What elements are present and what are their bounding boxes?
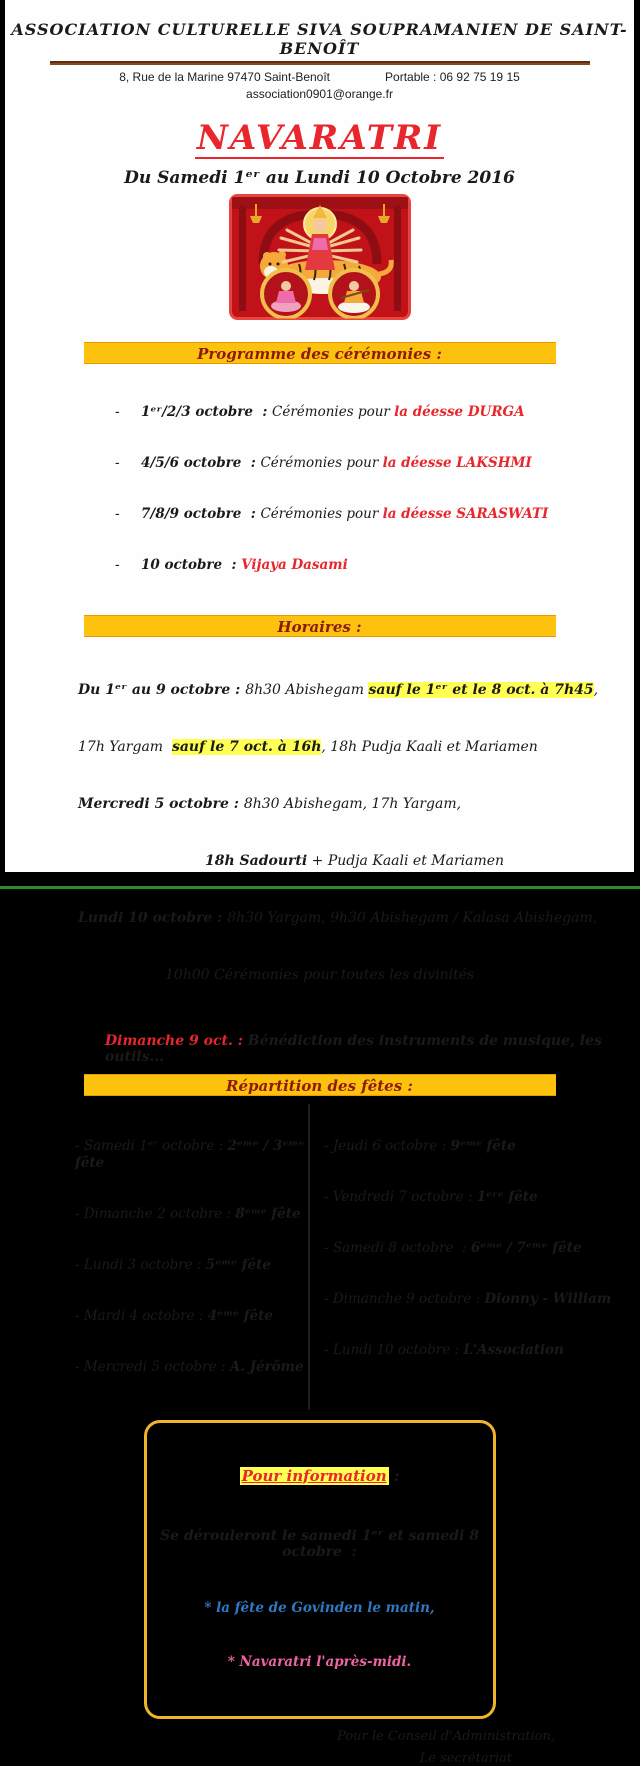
fete-value: L'Association: [463, 1341, 564, 1358]
fete-date: - Vendredi 7 octobre :: [324, 1188, 477, 1205]
programme-list: [5, 370, 634, 608]
fetes-column-left: [5, 1104, 310, 1410]
fete-value: Dionny - William: [484, 1290, 612, 1307]
schedule-day: Du 1ᵉʳ au 9 octobre :: [78, 681, 246, 698]
fete-value: 5ᵉᵐᵉ fête: [205, 1256, 271, 1273]
saraswati-medallion: [330, 270, 378, 318]
horaires-banner: Horaires :: [84, 615, 556, 637]
fete-date: - Samedi 1ᵉʳ octobre :: [75, 1137, 228, 1154]
schedule-text: 8h30 Abishegam: [245, 681, 369, 698]
footer-signature: Pour le Conseil d'Administration,: [337, 1728, 555, 1744]
page-title: [5, 118, 634, 159]
schedule-text: 8h30 Abishegam, 17h Yargam,: [243, 795, 462, 812]
fete-item: [324, 1291, 611, 1308]
info-line-navaratri: * Navaratri l'après-midi.: [227, 1653, 412, 1670]
item-colon: :: [222, 556, 242, 573]
benediction-note: [5, 1033, 634, 1065]
schedule-text: 8h30 Yargam, 9h30 Abishegam / Kalasa Abishegam,: [227, 909, 598, 926]
info-line-govinden: * la fête de Govinden le matin,: [204, 1599, 435, 1616]
fete-date: - Samedi 8 octobre :: [324, 1239, 471, 1256]
item-colon: :: [252, 403, 273, 420]
fete-item: [324, 1138, 611, 1155]
info-title-colon: :: [388, 1466, 400, 1485]
fete-date: - Dimanche 2 octobre :: [75, 1205, 236, 1222]
fete-value: 8ᵉᵐᵉ fête: [235, 1205, 301, 1222]
horaires-line: [78, 909, 634, 928]
info-line-dates: Se dérouleront le samedi 1ᵉʳ et samedi 8 octobre :: [160, 1527, 484, 1560]
horaires-block: [5, 643, 634, 1023]
fete-value: 9ᵉᵐᵉ fête: [450, 1137, 516, 1154]
fetes-columns: [5, 1104, 634, 1410]
item-text: Cérémonies pour: [272, 403, 395, 420]
fete-value: 2ᵉᵐᵉ / 3ᵉᵐᵉ fête: [75, 1137, 309, 1171]
programme-item: [115, 557, 634, 574]
programme-banner: Programme des cérémonies :: [84, 342, 556, 364]
item-colon: :: [241, 505, 261, 522]
deity-image: [229, 194, 411, 320]
item-deity: la déesse SARASWATI: [382, 505, 549, 522]
email-text: association0901@orange.fr: [246, 87, 393, 101]
info-title: [153, 1467, 487, 1485]
item-colon: :: [241, 454, 261, 471]
fete-item: [324, 1342, 611, 1359]
item-date: 10 octobre: [141, 556, 223, 573]
item-date: 4/5/6 octobre: [141, 454, 242, 471]
item-deity: la déesse LAKSHMI: [382, 454, 532, 471]
fete-date: - Mardi 4 octobre :: [75, 1307, 208, 1324]
fete-item: [75, 1257, 308, 1274]
fete-date: - Mercredi 5 octobre :: [75, 1358, 230, 1375]
bullet-dash: -: [115, 403, 120, 420]
info-box: [144, 1420, 496, 1719]
schedule-highlight: sauf le 1ᵉʳ et le 8 oct. à 7h45: [368, 681, 594, 698]
fete-date: - Lundi 3 octobre :: [75, 1256, 206, 1273]
horaires-line: [78, 738, 634, 757]
schedule-text: 17h Yargam: [78, 738, 172, 755]
schedule-day: Lundi 10 octobre :: [78, 909, 228, 926]
fete-item: [324, 1189, 611, 1206]
lakshmi-medallion: [262, 270, 310, 318]
fete-value: 6ᵉᵐᵉ / 7ᵉᵐᵉ fête: [470, 1239, 582, 1256]
fete-item: [324, 1240, 611, 1257]
fete-date: - Dimanche 9 octobre :: [324, 1290, 485, 1307]
address-text: 8, Rue de la Marine 97470 Saint-Benoît: [119, 70, 331, 84]
bullet-dash: -: [115, 454, 120, 471]
fete-date: - Lundi 10 octobre :: [324, 1341, 464, 1358]
horaires-line: [78, 852, 634, 871]
fete-value: 1ᵉʳᵉ fête: [476, 1188, 538, 1205]
item-date: 1ᵉʳ/2/3 octobre: [141, 403, 253, 420]
footer-secretariat: Le secrétariat: [419, 1750, 512, 1766]
phone-text: Portable : 06 92 75 19 15: [385, 70, 520, 84]
schedule-highlight: sauf le 7 oct. à 16h: [171, 738, 322, 755]
date-range-subtitle: Du Samedi 1ᵉʳ au Lundi 10 Octobre 2016: [124, 167, 515, 188]
bottom-green-strip: [0, 886, 640, 889]
schedule-text: ,: [593, 681, 599, 698]
fete-date: - Jeudi 6 octobre :: [324, 1137, 451, 1154]
item-deity: Vijaya Dasami: [241, 556, 348, 573]
horaires-line: [78, 681, 634, 700]
schedule-text: 10h00 Cérémonies pour toutes les divinités: [165, 966, 475, 983]
horaires-line: [78, 795, 634, 814]
horaires-line: [78, 966, 634, 985]
deity-image-wrap: [5, 194, 634, 324]
fete-item: [75, 1308, 308, 1325]
schedule-day: Mercredi 5 octobre :: [78, 795, 244, 812]
info-title-text: Pour information: [241, 1466, 387, 1485]
note-text: Bénédiction des instruments de musique, les outils...: [105, 1032, 607, 1065]
item-text: Cérémonies pour: [260, 505, 383, 522]
fete-item: [75, 1206, 308, 1223]
page-title-text: NAVARATRI: [196, 118, 443, 158]
org-name: ASSOCIATION CULTURELLE SIVA SOUPRAMANIEN DE SAINT-BENOÎT: [11, 20, 628, 58]
repartition-banner: Répartition des fêtes :: [84, 1074, 556, 1096]
fete-item: [75, 1359, 308, 1376]
schedule-text: , 18h Pudja Kaali et Mariamen: [321, 738, 538, 755]
bullet-dash: -: [115, 505, 120, 522]
flyer-page: [5, 0, 634, 1766]
contact-row: [5, 70, 634, 84]
header-double-rule: [50, 61, 590, 65]
fete-value: 4ᵉᵐᵉ fête: [207, 1307, 273, 1324]
programme-item: [115, 455, 634, 472]
fete-value: A. Jérôme: [229, 1358, 304, 1375]
schedule-text: + Pudja Kaali et Mariamen: [307, 852, 505, 869]
item-date: 7/8/9 octobre: [141, 505, 242, 522]
bullet-dash: -: [115, 556, 120, 573]
note-date: Dimanche 9 oct. :: [105, 1032, 248, 1049]
fete-item: [75, 1138, 308, 1172]
item-text: Cérémonies pour: [260, 454, 383, 471]
programme-item: [115, 404, 634, 421]
schedule-day: 18h Sadourti: [205, 852, 308, 869]
item-deity: la déesse DURGA: [394, 403, 525, 420]
fetes-column-right: [310, 1104, 611, 1410]
programme-item: [115, 506, 634, 523]
